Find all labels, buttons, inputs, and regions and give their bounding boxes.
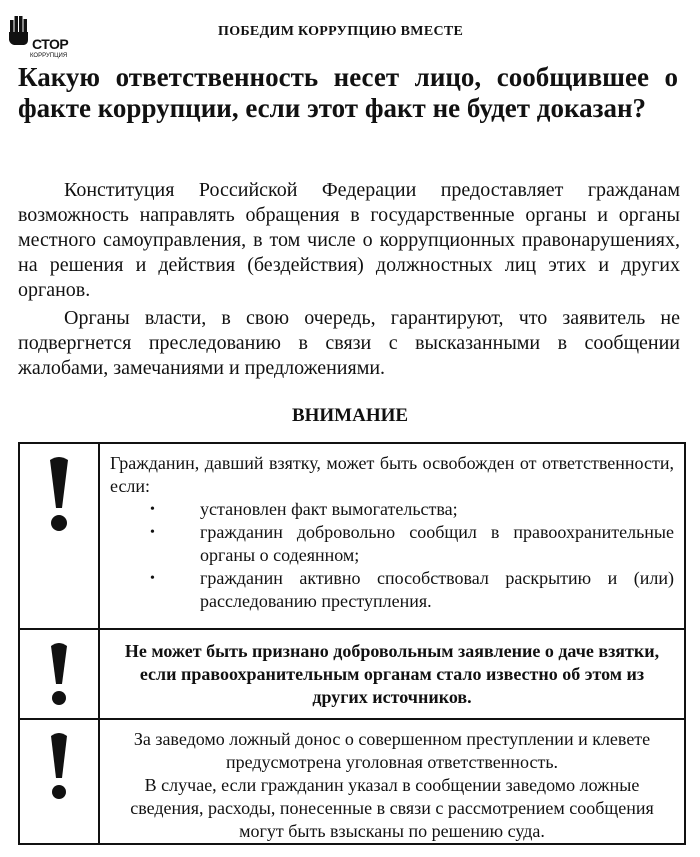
stop-corruption-logo — [8, 14, 69, 59]
text-cell — [100, 720, 684, 843]
exemption-intro: Гражданин, давший взятку, может быть освобожден от ответственности, если: — [110, 453, 674, 496]
attention-row-false-report — [20, 720, 684, 843]
list-item: • гражданин добровольно сообщил в правоохранительные органы о содеянном; — [110, 521, 674, 567]
list-item: • гражданин активно способствовал раскрытию и (или) расследованию преступления. — [110, 567, 674, 613]
header-tagline: ПОБЕДИМ КОРРУПЦИЮ ВМЕСТЕ — [218, 24, 464, 39]
false-report-costs: В случае, если гражданин указал в сообщении заведомо ложные сведения, расходы, понесенные в связи с рассмотрением сообщения могут быть взысканы по решению суда. — [130, 775, 654, 841]
attention-table — [18, 442, 686, 845]
logo-subtext: КОРРУПЦИЯ — [30, 53, 68, 59]
mark-cell — [20, 630, 100, 718]
list-item: • установлен факт вымогательства; — [110, 498, 674, 521]
exemption-list — [110, 498, 674, 613]
exclamation-icon — [47, 456, 71, 534]
attention-row-exemption — [20, 444, 684, 630]
exclamation-icon — [48, 642, 70, 708]
exclamation-icon — [48, 732, 70, 802]
logo-text: СТОР — [32, 36, 69, 52]
paragraph-constitution: Конституция Российской Федерации предоставляет гражданам возможность направлять обращения в государственные органы и органы местного самоуправления, в том числе о коррупционных правонарушениях, на решения и действия (бездействия) должностных лиц этих и других органов. — [18, 179, 680, 301]
false-report-liability: За заведомо ложный донос о совершенном преступлении и клевете предусмотрена уголовная ответственность. — [133, 729, 651, 772]
stop-hand-icon — [8, 14, 30, 46]
text-cell — [100, 630, 684, 718]
voluntary-statement: Не может быть признано добровольным заявление о даче взятки, если правоохранительным органам стало известно об этом из других источников. — [124, 641, 660, 707]
text-cell — [100, 444, 684, 628]
mark-cell — [20, 720, 100, 843]
attention-row-voluntary — [20, 630, 684, 720]
attention-heading: ВНИМАНИЕ — [291, 405, 409, 426]
page-title: Какую ответственность несет лицо, сообщившее о факте коррупции, если этот факт не будет доказан? — [18, 62, 678, 123]
mark-cell — [20, 444, 100, 628]
paragraph-guarantee: Органы власти, в свою очередь, гарантируют, что заявитель не подвергнется преследованию в связи с высказанными в сообщении жалобами, замечаниями и предложениями. — [18, 307, 680, 379]
